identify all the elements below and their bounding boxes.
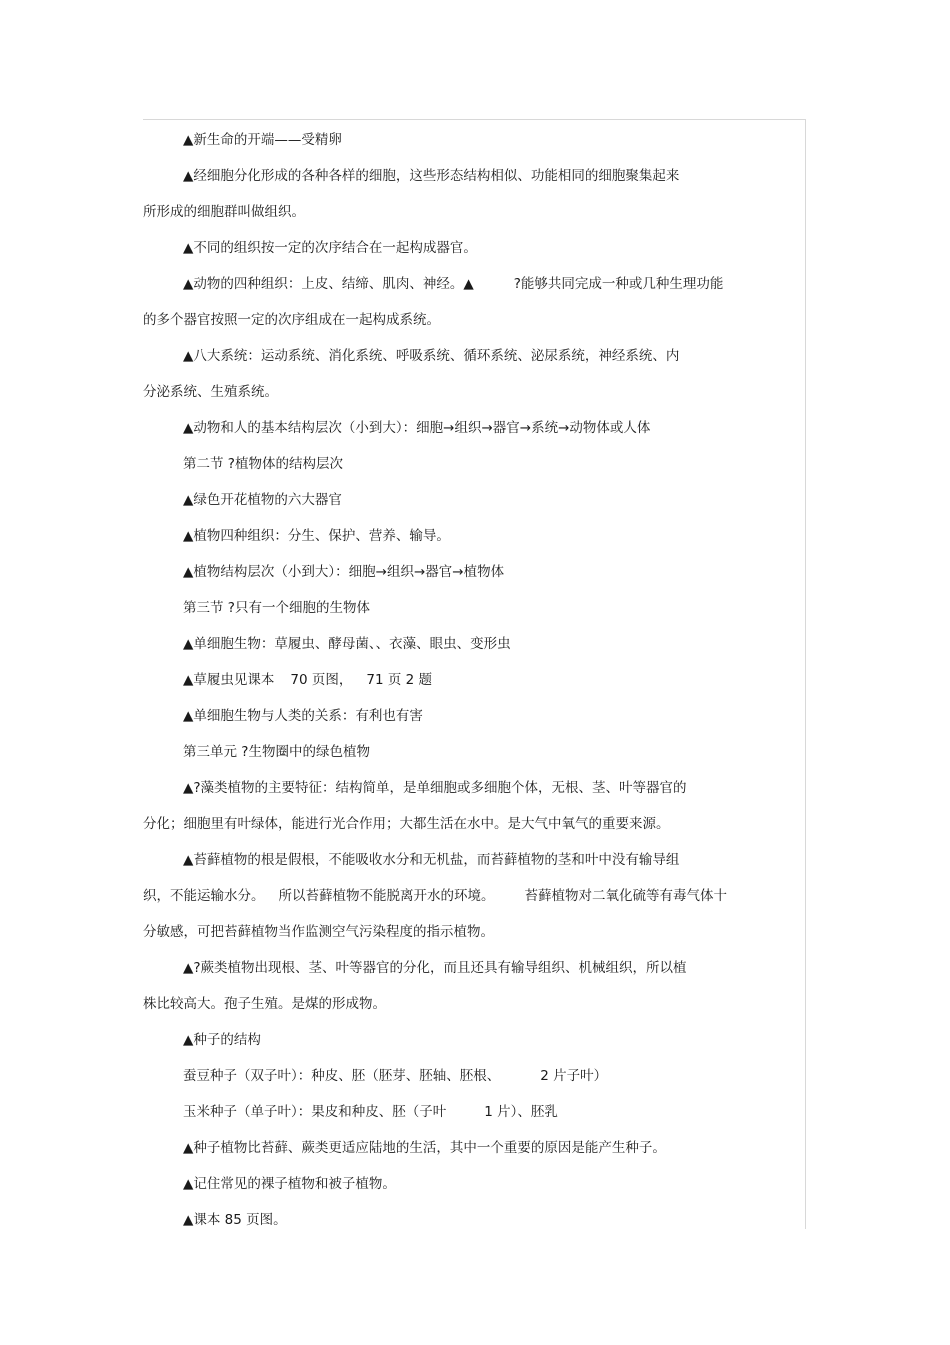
line-text: ?能够共同完成一种或几种生理功能 [513, 276, 724, 292]
line-text: ▲绿色开花植物的六大器官 [183, 492, 342, 508]
line-text: ▲植物四种组织：分生、保护、营养、输导。 [183, 528, 450, 544]
line-text: 71 页 2 题 [366, 672, 433, 688]
text-line [143, 162, 793, 198]
text-line [143, 918, 793, 954]
text-line [143, 414, 793, 450]
line-text: 分泌系统、生殖系统。 [143, 384, 278, 400]
line-text: ▲草履虫见课本 [183, 672, 275, 688]
line-text: 1 片）、胚乳 [484, 1104, 558, 1120]
text-line [143, 1206, 793, 1242]
line-text: ▲动物和人的基本结构层次（小到大）：细胞→组织→器官→系统→动物体或人体 [183, 420, 651, 436]
text-line [143, 882, 793, 918]
text-line [143, 594, 793, 630]
text-line [143, 522, 793, 558]
line-text: 2 片子叶） [540, 1068, 608, 1084]
line-text: ▲种子的结构 [183, 1032, 261, 1048]
text-line [143, 558, 793, 594]
line-text: ▲种子植物比苔藓、蕨类更适应陆地的生活，其中一个重要的原因是能产生种子。 [183, 1140, 666, 1156]
line-text: ▲?藻类植物的主要特征：结构简单，是单细胞或多细胞个体，无根、茎、叶等器官的 [183, 780, 687, 796]
text-line [143, 1062, 793, 1098]
text-line [143, 126, 793, 162]
text-line [143, 198, 793, 234]
text-line [143, 810, 793, 846]
line-text: ▲经细胞分化形成的各种各样的细胞，这些形态结构相似、功能相同的细胞聚集起来 [183, 168, 680, 184]
text-line [143, 630, 793, 666]
text-line [143, 990, 793, 1026]
line-text: ▲苔藓植物的根是假根，不能吸收水分和无机盐，而苔藓植物的茎和叶中没有输导组 [183, 852, 680, 868]
line-text: 分敏感，可把苔藓植物当作监测空气污染程度的指示植物。 [143, 924, 494, 940]
line-text: 的多个器官按照一定的次序组成在一起构成系统。 [143, 312, 440, 328]
text-line [143, 738, 793, 774]
text-line [143, 342, 793, 378]
text-line [143, 1170, 793, 1206]
line-text: 织，不能运输水分。 [143, 888, 265, 904]
line-text: 第三单元 ?生物圈中的绿色植物 [183, 744, 370, 760]
text-line [143, 846, 793, 882]
line-text: ▲植物结构层次（小到大）：细胞→组织→器官→植物体 [183, 564, 505, 580]
text-line [143, 702, 793, 738]
line-text: ▲不同的组织按一定的次序结合在一起构成器官。 [183, 240, 477, 256]
line-text: 所以苔藓植物不能脱离开水的环境。 [278, 888, 495, 904]
text-line [143, 450, 793, 486]
line-text: 株比较高大。孢子生殖。是煤的形成物。 [143, 996, 386, 1012]
text-line [143, 378, 793, 414]
line-text: 玉米种子（单子叶）：果皮和种皮、胚（子叶 [183, 1104, 447, 1120]
line-text: 第三节 ?只有一个细胞的生物体 [183, 600, 370, 616]
line-text: ▲动物的四种组织：上皮、结缔、肌肉、神经。▲ [183, 276, 474, 292]
text-line [143, 1026, 793, 1062]
text-line [143, 1098, 793, 1134]
line-text: 分化；细胞里有叶绿体，能进行光合作用；大都生活在水中。是大气中氧气的重要来源。 [143, 816, 670, 832]
line-text: 70 页图， [290, 672, 353, 688]
text-line [143, 666, 793, 702]
text-line [143, 774, 793, 810]
line-text: 苔藓植物对二氧化硫等有毒气体十 [524, 888, 727, 904]
line-text: ▲记住常见的裸子植物和被子植物。 [183, 1176, 396, 1192]
line-text: ▲单细胞生物与人类的关系：有利也有害 [183, 708, 423, 724]
text-line [143, 306, 793, 342]
text-line [143, 954, 793, 990]
text-line [143, 486, 793, 522]
document-body [143, 126, 793, 1242]
text-line [143, 1134, 793, 1170]
line-text: 蚕豆种子（双子叶）：种皮、胚（胚芽、胚轴、胚根、 [183, 1068, 501, 1084]
line-text: ▲八大系统：运动系统、消化系统、呼吸系统、循环系统、泌尿系统，神经系统、内 [183, 348, 680, 364]
text-line [143, 270, 793, 306]
text-line [143, 234, 793, 270]
line-text: ▲新生命的开端——受精卵 [183, 132, 342, 148]
line-text: ▲课本 85 页图。 [183, 1212, 287, 1228]
line-text: ▲?蕨类植物出现根、茎、叶等器官的分化，而且还具有输导组织、机械组织，所以植 [183, 960, 687, 976]
line-text: 所形成的细胞群叫做组织。 [143, 204, 305, 220]
line-text: ▲单细胞生物：草履虫、酵母菌、、衣藻、眼虫、变形虫 [183, 636, 511, 652]
line-text: 第二节 ?植物体的结构层次 [183, 456, 343, 472]
